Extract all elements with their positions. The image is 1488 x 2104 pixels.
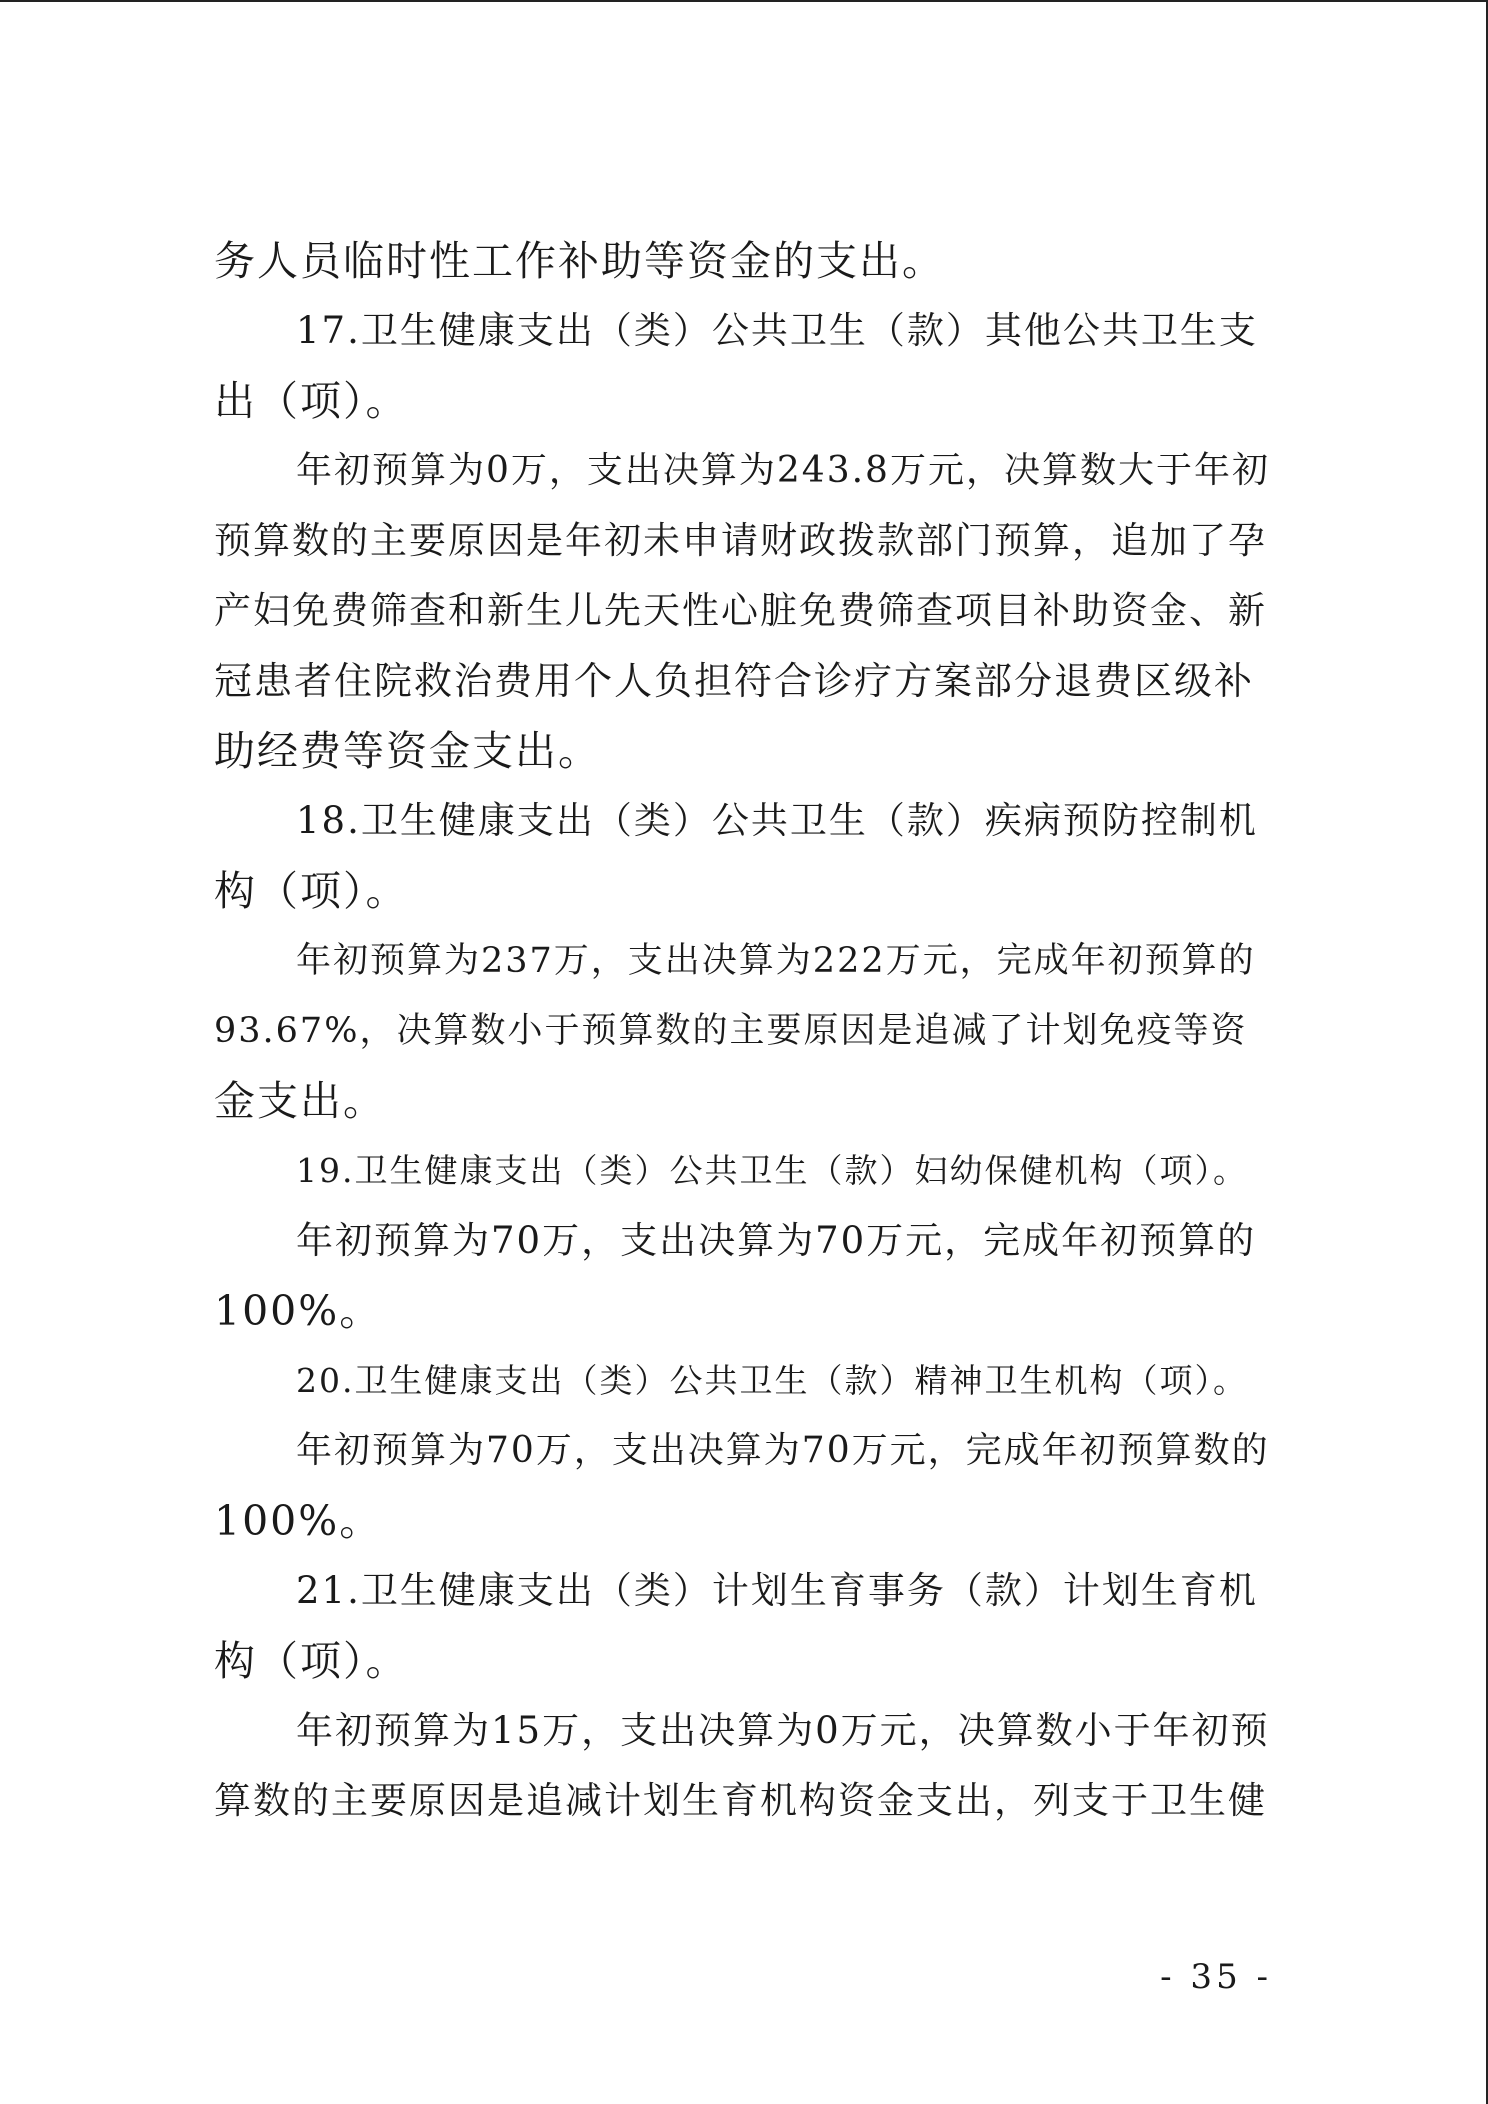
paragraph-line: 100%。 (214, 1497, 383, 1545)
page-number: - 35 - (1160, 1957, 1272, 1997)
paragraph-line: 算数的主要原因是追减计划生育机构资金支出，列支于卫生健 (214, 1779, 1267, 1822)
paragraph-line: 年初预算为0万，支出决算为243.8万元，决算数大于年初 (296, 450, 1270, 491)
paragraph-line: 构（项）。 (214, 867, 409, 915)
paragraph-line: 预算数的主要原因是年初未申请财政拨款部门预算，追加了孕 (214, 519, 1267, 562)
section-heading-17: 17.卫生健康支出（类）公共卫生（款）其他公共卫生支 (296, 309, 1258, 352)
section-heading-19: 19.卫生健康支出（类）公共卫生（款）妇幼保健机构（项）。 (296, 1151, 1248, 1190)
paragraph-line: 100%。 (214, 1287, 383, 1335)
paragraph-line: 产妇免费筛查和新生儿先天性心脏免费筛查项目补助资金、新 (214, 589, 1267, 632)
paragraph-line: 构（项）。 (214, 1637, 409, 1685)
paragraph-line: 93.67%，决算数小于预算数的主要原因是追减了计划免疫等资 (214, 1011, 1248, 1051)
section-heading-18: 18.卫生健康支出（类）公共卫生（款）疾病预防控制机 (296, 799, 1258, 842)
section-heading-21: 21.卫生健康支出（类）计划生育事务（款）计划生育机 (296, 1569, 1258, 1612)
paragraph-line: 务人员临时性工作补助等资金的支出。 (214, 237, 945, 285)
paragraph-line: 年初预算为70万，支出决算为70万元，完成年初预算数的 (296, 1430, 1270, 1471)
paragraph-line: 年初预算为15万，支出决算为0万元，决算数小于年初预 (296, 1709, 1270, 1752)
paragraph-line: 金支出。 (214, 1077, 386, 1125)
paragraph-line: 年初预算为237万，支出决算为222万元，完成年初预算的 (296, 941, 1256, 981)
section-heading-20: 20.卫生健康支出（类）公共卫生（款）精神卫生机构（项）。 (296, 1361, 1248, 1400)
paragraph-line: 冠患者住院救治费用个人负担符合诊疗方案部分退费区级补 (214, 659, 1255, 703)
paragraph-line: 助经费等资金支出。 (214, 727, 601, 775)
body-text (214, 226, 1274, 1836)
paragraph-line: 年初预算为70万，支出决算为70万元，完成年初预算的 (296, 1219, 1257, 1262)
paragraph-line: 出（项）。 (214, 377, 409, 425)
